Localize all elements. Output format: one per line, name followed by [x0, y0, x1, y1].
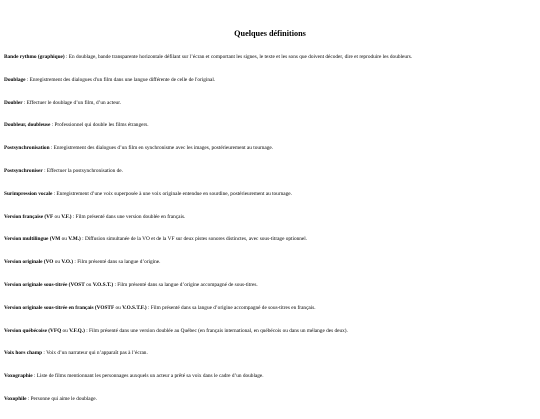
definition-item	[4, 305, 536, 312]
definition-text: : Film présenté dans sa langue d’origine accompagné de sous-titres.	[113, 281, 258, 288]
definition-term: Version française (VF	[4, 213, 54, 220]
definition-term: V.M.)	[68, 236, 81, 243]
definition-text: ou	[84, 281, 93, 288]
definition-text: : Liste de films mentionnant les personnages auxquels un acteur a prêté sa voix dans le cadre d’un doublage.	[32, 373, 264, 380]
definition-term: V.O.S.T.F.)	[122, 304, 147, 311]
definition-text: : Enregistrement d’une voix superposée à une voix originale entendue en sourdine, postérieurement au tournage.	[52, 190, 292, 197]
definition-text: : Diffusion simultanée de la VO et de la VF sur deux pistes sonores distinctes, avec sous-titrage optionnel.	[80, 236, 308, 243]
definition-text: : Voix d’un narrateur qui n’apparaît pas à l’écran.	[42, 350, 148, 357]
definition-term: Doubleur, doubleuse	[4, 122, 51, 129]
definition-text: ou	[53, 259, 62, 266]
definition-term: Postsynchronisation	[4, 145, 50, 152]
definition-text: : Enregistrement des dialogues d’un film en synchronisme avec les images, postérieurement au tournage.	[49, 145, 274, 152]
definition-text: ou	[60, 236, 69, 243]
definition-term: Version originale (VO	[4, 259, 54, 266]
definition-item	[4, 328, 536, 335]
definition-term: V.F.)	[61, 213, 72, 220]
definition-item	[4, 350, 536, 357]
definition-item	[4, 191, 536, 198]
definition-text: : Film présenté dans une version doublée en français.	[71, 213, 186, 220]
definition-item	[4, 54, 536, 61]
definition-item	[4, 282, 536, 289]
definition-term: Voxophile	[4, 395, 27, 402]
definition-term: Bande rythmo (graphique)	[4, 54, 65, 60]
definition-term: Version originale sous-titrée (VOST	[4, 281, 85, 288]
definition-text: ou	[61, 327, 70, 334]
definition-term: Version multilingue (VM	[4, 236, 61, 243]
definition-term: Doubler	[4, 99, 23, 106]
definition-text: ou	[114, 304, 123, 311]
definition-term: V.F.Q.)	[69, 327, 85, 334]
definitions-list	[4, 54, 536, 419]
definition-item	[4, 259, 536, 266]
definition-item	[4, 122, 536, 129]
definition-item	[4, 77, 536, 84]
definition-text: : Effectuer le doublage d’un film, d’un acteur.	[22, 99, 121, 106]
definition-term: Postsynchroniser	[4, 167, 43, 174]
definition-term: V.O.)	[61, 259, 74, 266]
definition-term: Voix hors champ	[4, 350, 43, 357]
definition-term: Voxographie	[4, 373, 33, 380]
definition-term: Surimpression vocale	[4, 190, 53, 197]
definition-item	[4, 145, 536, 152]
definition-text: ou	[53, 213, 62, 220]
definition-text: : Film présenté dans sa langue d’origine accompagné de sous-titres en français.	[146, 304, 316, 311]
definition-text: : Professionnel qui double les films étrangers.	[50, 122, 149, 129]
definition-term: Doublage	[4, 76, 26, 83]
definition-term: Version originale sous-titrée en français (VOSTF	[4, 304, 115, 311]
definition-term: Version québécoise (VFQ	[4, 327, 62, 334]
definition-text: : Film présenté dans sa langue d’origine.	[73, 259, 161, 266]
definition-text: : Personne qui aime le doublage.	[26, 395, 97, 402]
page-title: Quelques définitions	[234, 29, 306, 38]
definition-text: : Enregistrement des dialogues d'un film dans une langue différente de celle de l'original.	[25, 76, 216, 83]
definition-text: : En doublage, bande transparente horizontale défilant sur l’écran et comportant les signes, le texte et les sons que doivent décoder, dire et reproduire les doubleurs.	[64, 54, 413, 60]
definition-item	[4, 214, 536, 221]
definition-item	[4, 373, 536, 380]
definition-item	[4, 168, 536, 175]
definition-term: V.O.S.T.)	[92, 281, 114, 288]
definition-text: : Effectuer la postsynchronisation de.	[42, 167, 123, 174]
definition-text: : Film présenté dans une version doublée au Québec (en français international, en québécois ou dans un mélange des deux).	[84, 327, 348, 334]
definition-item	[4, 396, 536, 403]
definition-item	[4, 100, 536, 107]
definition-item	[4, 236, 536, 243]
